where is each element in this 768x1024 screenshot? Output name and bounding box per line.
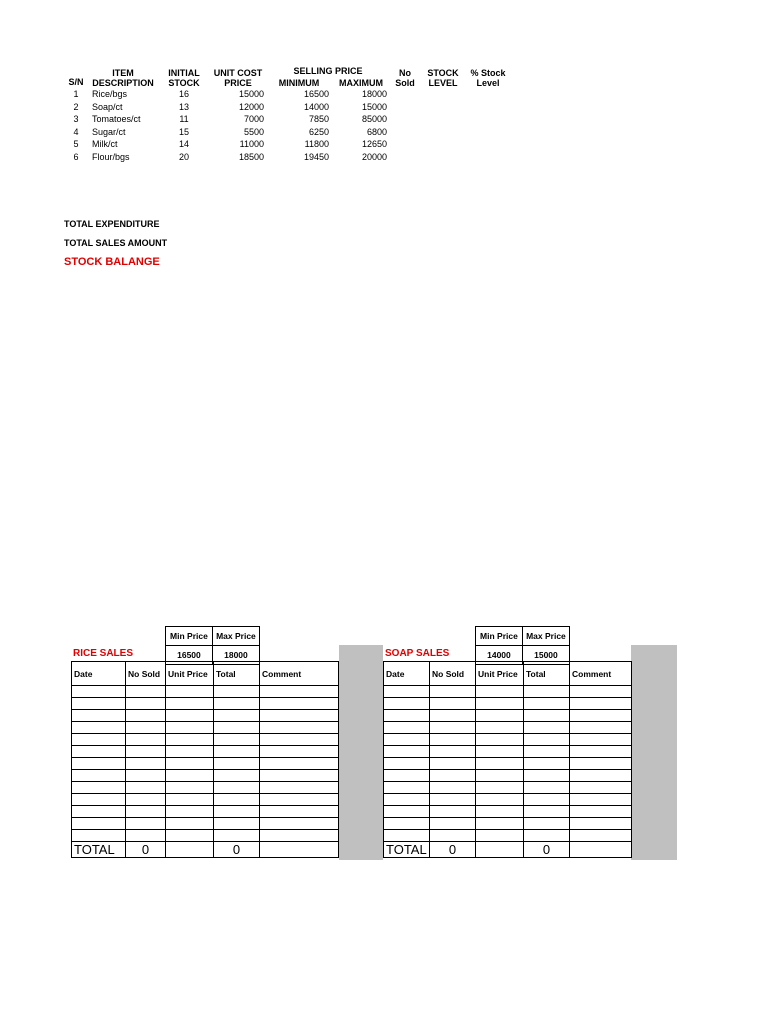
rice-total-no-sold: 0 xyxy=(126,842,166,858)
row-min: 11800 xyxy=(304,139,329,150)
header-initial-line1: INITIAL xyxy=(168,68,200,78)
header-initial-line2: STOCK xyxy=(168,78,200,88)
soap-min-price-label: Min Price xyxy=(476,627,523,646)
row-desc: Rice/bgs xyxy=(92,89,128,99)
row-desc: Sugar/ct xyxy=(92,126,126,137)
header-pct-line1: % Stock xyxy=(470,68,506,78)
soap-col-comment: Comment xyxy=(570,662,632,686)
rice-price-box xyxy=(165,626,260,665)
row-initial: 14 xyxy=(178,139,189,150)
row-sn: 4 xyxy=(73,126,79,137)
table-row[interactable] xyxy=(72,746,339,758)
header-item-line1: ITEM xyxy=(112,68,134,78)
header-sn: S/N xyxy=(68,77,84,87)
header-cost-line1: UNIT COST xyxy=(213,68,263,78)
table-row[interactable] xyxy=(72,830,339,842)
table-row[interactable] xyxy=(384,722,632,734)
soap-total-label: TOTAL xyxy=(384,842,430,858)
rice-max-price-value: 18000 xyxy=(212,646,259,665)
rice-min-price-label: Min Price xyxy=(166,627,213,646)
header-minimum: MINIMUM xyxy=(278,78,320,88)
table-row[interactable] xyxy=(384,698,632,710)
header-selling-price: SELLING PRICE xyxy=(293,66,363,76)
table-row[interactable] xyxy=(384,794,632,806)
row-sn: 1 xyxy=(73,89,79,99)
soap-total-amount: 0 xyxy=(524,842,570,858)
row-desc: Flour/bgs xyxy=(92,152,130,162)
header-nosold-line2: Sold xyxy=(395,78,415,88)
table-row[interactable] xyxy=(384,770,632,782)
row-sn: 3 xyxy=(73,114,79,125)
row-desc: Milk/ct xyxy=(92,139,118,150)
row-max: 12650 xyxy=(361,139,387,150)
row-sn: 5 xyxy=(73,139,79,150)
header-cost-line2: PRICE xyxy=(224,78,252,88)
soap-col-date: Date xyxy=(384,662,430,686)
total-expenditure-label: TOTAL EXPENDITURE xyxy=(64,219,160,229)
header-nosold-line1: No xyxy=(399,68,411,78)
rice-col-date: Date xyxy=(72,662,126,686)
row-cost: 7000 xyxy=(243,114,264,125)
table-row[interactable] xyxy=(72,794,339,806)
table-row[interactable] xyxy=(72,710,339,722)
soap-price-box xyxy=(475,626,570,665)
row-cost: 11000 xyxy=(239,139,264,150)
table-row[interactable] xyxy=(72,698,339,710)
row-min: 19450 xyxy=(303,152,329,162)
soap-col-unit-price: Unit Price xyxy=(476,662,524,686)
rice-total-label: TOTAL xyxy=(72,842,126,858)
table-row[interactable] xyxy=(384,818,632,830)
rice-col-no-sold: No Sold xyxy=(126,662,166,686)
row-cost: 18500 xyxy=(238,152,264,162)
row-cost: 5500 xyxy=(243,126,264,137)
soap-min-price-value: 14000 xyxy=(476,646,523,665)
header-pct-line2: Level xyxy=(476,78,500,88)
row-min: 14000 xyxy=(303,101,329,112)
row-max: 85000 xyxy=(361,114,387,125)
rice-col-total: Total xyxy=(214,662,260,686)
row-initial: 20 xyxy=(178,152,189,162)
stock-balance-label: STOCK BALANGE xyxy=(64,256,160,268)
row-initial: 16 xyxy=(178,89,189,99)
table-row[interactable] xyxy=(384,806,632,818)
row-max: 20000 xyxy=(361,152,387,162)
table-row[interactable] xyxy=(72,722,339,734)
table-row[interactable] xyxy=(72,806,339,818)
row-max: 15000 xyxy=(361,101,387,112)
table-row[interactable] xyxy=(384,830,632,842)
row-min: 7850 xyxy=(308,114,329,125)
row-desc: Soap/ct xyxy=(92,101,123,112)
rice-sales-title: RICE SALES xyxy=(73,648,134,659)
total-sales-amount-label: TOTAL SALES AMOUNT xyxy=(64,238,168,248)
table-row[interactable] xyxy=(384,710,632,722)
rice-col-comment: Comment xyxy=(260,662,339,686)
header-item-line2: DESCRIPTION xyxy=(92,78,154,88)
grey-separator xyxy=(339,645,383,860)
soap-col-no-sold: No Sold xyxy=(430,662,476,686)
row-max: 18000 xyxy=(361,89,387,99)
rice-min-price-value: 16500 xyxy=(166,646,213,665)
row-cost: 12000 xyxy=(238,101,264,112)
table-row[interactable] xyxy=(384,746,632,758)
soap-total-no-sold: 0 xyxy=(430,842,476,858)
table-row[interactable] xyxy=(72,818,339,830)
table-row[interactable] xyxy=(384,686,632,698)
row-max: 6800 xyxy=(366,126,387,137)
rice-total-row xyxy=(72,842,339,858)
table-row[interactable] xyxy=(384,734,632,746)
rice-sales-table xyxy=(71,661,339,858)
row-sn: 6 xyxy=(73,152,79,162)
rice-max-price-label: Max Price xyxy=(212,627,259,646)
header-stocklevel-line1: STOCK xyxy=(427,68,459,78)
grey-separator xyxy=(631,645,677,860)
row-initial: 11 xyxy=(179,114,189,125)
table-row[interactable] xyxy=(72,758,339,770)
header-stocklevel-line2: LEVEL xyxy=(428,78,458,88)
row-initial: 13 xyxy=(178,101,189,112)
row-min: 6250 xyxy=(308,126,329,137)
rice-total-amount: 0 xyxy=(214,842,260,858)
table-row[interactable] xyxy=(72,770,339,782)
header-maximum: MAXIMUM xyxy=(339,78,383,88)
row-cost: 15000 xyxy=(238,89,264,99)
row-desc: Tomatoes/ct xyxy=(92,114,141,125)
soap-max-price-label: Max Price xyxy=(522,627,569,646)
row-min: 16500 xyxy=(303,89,329,99)
row-initial: 15 xyxy=(178,126,189,137)
soap-sales-title: SOAP SALES xyxy=(385,648,450,659)
table-row[interactable] xyxy=(72,782,339,794)
soap-total-row xyxy=(384,842,632,858)
table-row[interactable] xyxy=(384,758,632,770)
row-sn: 2 xyxy=(73,101,79,112)
table-row[interactable] xyxy=(72,734,339,746)
rice-col-unit-price: Unit Price xyxy=(166,662,214,686)
soap-col-total: Total xyxy=(524,662,570,686)
soap-max-price-value: 15000 xyxy=(522,646,569,665)
table-row[interactable] xyxy=(384,782,632,794)
table-row[interactable] xyxy=(72,686,339,698)
soap-sales-table xyxy=(383,661,632,858)
